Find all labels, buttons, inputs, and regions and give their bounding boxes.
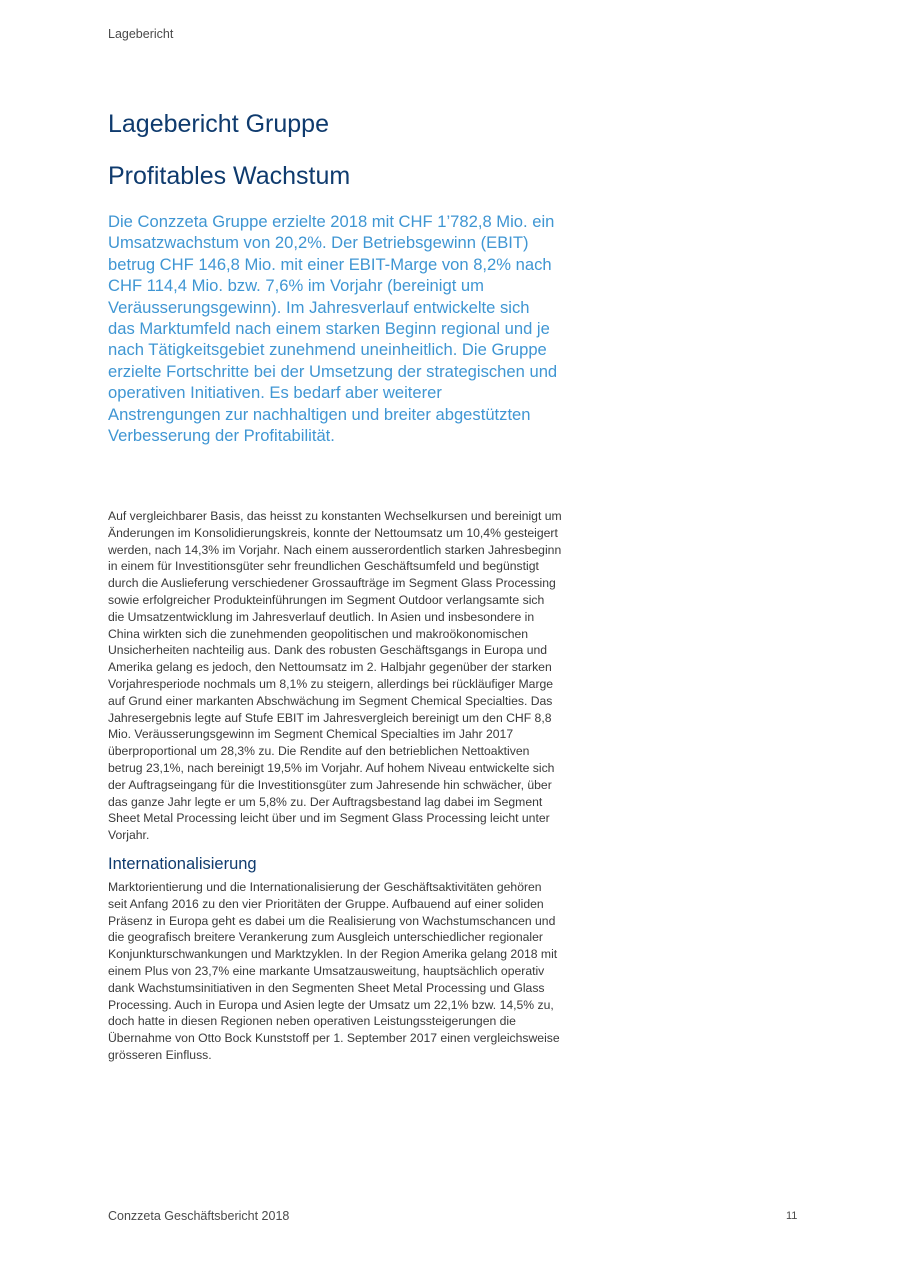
body-paragraph-1: Auf vergleichbarer Basis, das heisst zu konstanten Wechselkursen und bereinigt um Änderungen im Konsolidierungskreis, konnte der Nettoumsatz um 10,4% gesteigert werden, nach 14,3% im Vorjahr. Nach einem ausserordentlich starken Jahresbeginn in einem für Investitionsgüter sehr freundlichen Geschäftsumfeld und begünstigt durch die Auslieferung verschiedener Grossaufträge im Segment Glass Processing sowie erfolgreicher Produkteinführungen im Segment Outdoor verlangsamte sich die Umsatzentwicklung im Jahresverlauf deutlich. In Asien und insbesondere in China wirkten sich die zunehmenden geopolitischen und makroökonomischen Unsicherheiten nachteilig aus. Dank des robusten Geschäftsgangs in Europa und Amerika gelang es jedoch, den Nettoumsatz im 2. Halbjahr gegenüber der starken Vorjahresperiode nochmals um 8,1% zu steigern, allerdings bei rückläufiger Marge auf Grund einer markanten Abschwächung im Segment Chemical Specialties. Das Jahresergebnis legte auf Stufe EBIT im Jahresvergleich bereinigt um den CHF 8,8 Mio. Veräusserungsgewinn im Segment Chemical Specialties im Jahr 2017 überproportional um 28,3% zu. Die Rendite auf den betrieblichen Nettoaktiven betrug 23,1%, nach bereinigt 19,5% im Vorjahr. Auf hohem Niveau entwickelte sich der Auftragseingang für die Investitionsgüter zum Jahresende hin schwächer, über das ganze Jahr legte er um 5,8% zu. Der Auftragsbestand lag dabei im Segment Sheet Metal Processing leicht über und im Segment Glass Processing leicht unter Vorjahr. [108,509,562,843]
page-title: Lagebericht Gruppe [108,110,329,138]
page-number: 11 [786,1210,798,1222]
section-heading-internationalisierung: Internationalisierung [108,855,257,873]
body-paragraph-2: Marktorientierung und die Internationalisierung der Geschäftsaktivitäten gehören seit Anfang 2016 zu den vier Prioritäten der Gruppe. Aufbauend auf einer soliden Präsenz in Europa geht es dabei um die Realisierung von Wachstumschancen und die geografisch breitere Verankerung zum Ausgleich unterschiedlicher regionaler Konjunkturschwankungen und Marktzyklen. In der Region Amerika gelang 2018 mit einem Plus von 23,7% eine markante Umsatzausweitung, hauptsächlich operativ dank Wachstumsinitiativen in den Segmenten Sheet Metal Processing und Glass Processing. Auch in Europa und Asien legte der Umsatz um 22,1% bzw. 14,5% zu, doch hatte in diesen Regionen neben operativen Leistungssteigerungen die Übernahme von Otto Bock Kunststoff per 1. September 2017 einen vergleichsweise grösseren Einfluss. [108,880,560,1062]
lead-paragraph: Die Conzzeta Gruppe erzielte 2018 mit CHF 1’782,8 Mio. ein Umsatzwachstum von 20,2%. Der Betriebsgewinn (EBIT) betrug CHF 146,8 Mio. mit einer EBIT-Marge von 8,2% nach CHF 114,4 Mio. bzw. 7,6% im Vorjahr (bereinigt um Veräusserungsgewinn). Im Jahresverlauf entwickelte sich das Marktumfeld nach einem starken Beginn regional und je nach Tätigkeitsgebiet zunehmend uneinheitlich. Die Gruppe erzielte Fortschritte bei der Umsetzung der strategischen und operativen Initiativen. Es bedarf aber weiterer Anstrengungen zur nachhaltigen und breiter abgestützten Verbesserung der Profitabilität. [108,212,558,446]
footer-publication-title: Conzzeta Geschäftsbericht 2018 [108,1209,290,1223]
page-subtitle: Profitables Wachstum [108,162,351,190]
running-header: Lagebericht [108,27,174,41]
